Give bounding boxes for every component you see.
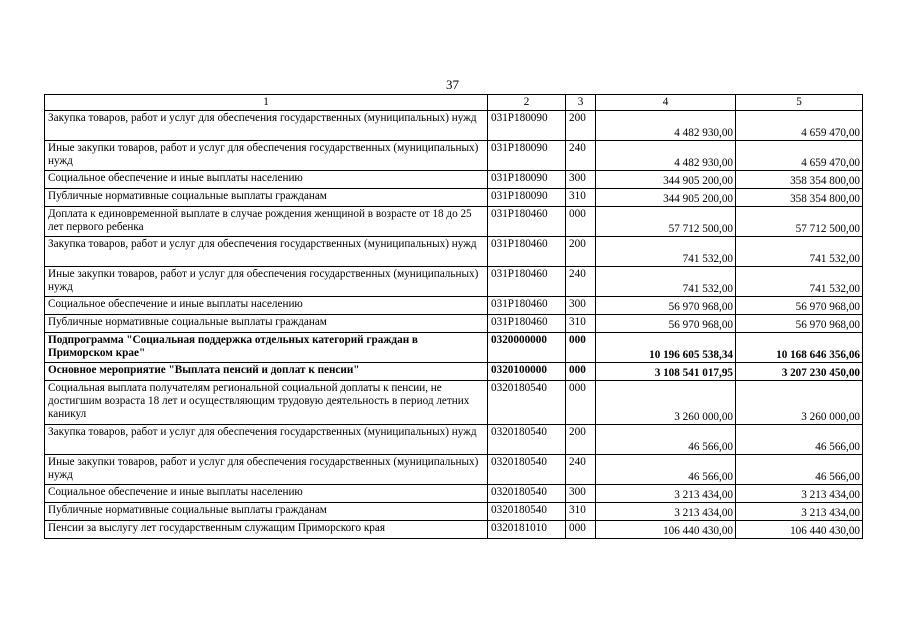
- row-code-cell: 0320180540: [488, 381, 566, 425]
- row-name-cell: Социальная выплата получателям региональной социальной доплаты к пенсии, не достигшим возраста 18 лет и осуществляющим трудовую деятельность в период летних каникул: [45, 381, 488, 425]
- row-amount-year2-cell: 741 532,00: [736, 267, 863, 297]
- row-code-cell: 0320181010: [488, 521, 566, 539]
- row-amount-year1-cell: 741 532,00: [596, 237, 736, 267]
- row-name-cell: Социальное обеспечение и иные выплаты населению: [45, 485, 488, 503]
- row-code-cell: 031P180090: [488, 171, 566, 189]
- row-amount-year1-cell: 4 482 930,00: [596, 141, 736, 171]
- row-type-cell: 310: [566, 315, 596, 333]
- budget-table: [44, 94, 863, 539]
- row-name-cell: Публичные нормативные социальные выплаты гражданам: [45, 189, 488, 207]
- row-name-cell: Основное мероприятие "Выплата пенсий и доплат к пенсии": [45, 363, 488, 381]
- row-amount-year2-cell: 57 712 500,00: [736, 207, 863, 237]
- table-row: [45, 189, 863, 207]
- row-type-cell: 000: [566, 521, 596, 539]
- row-name-cell: Закупка товаров, работ и услуг для обеспечения государственных (муниципальных) нужд: [45, 425, 488, 455]
- row-code-cell: 031P180460: [488, 207, 566, 237]
- table-row: [45, 315, 863, 333]
- table-row: [45, 237, 863, 267]
- table-row: [45, 141, 863, 171]
- row-amount-year1-cell: 3 260 000,00: [596, 381, 736, 425]
- row-name-cell: Пенсии за выслугу лет государственным служащим Приморского края: [45, 521, 488, 539]
- row-name-cell: Иные закупки товаров, работ и услуг для обеспечения государственных (муниципальных) нужд: [45, 267, 488, 297]
- table-row: [45, 333, 863, 363]
- table-row: [45, 267, 863, 297]
- row-type-cell: 200: [566, 111, 596, 141]
- row-amount-year2-cell: 106 440 430,00: [736, 521, 863, 539]
- table-row: [45, 455, 863, 485]
- row-amount-year1-cell: 10 196 605 538,34: [596, 333, 736, 363]
- row-type-cell: 000: [566, 333, 596, 363]
- table-row: [45, 425, 863, 455]
- column-header: 2: [488, 95, 566, 111]
- row-amount-year2-cell: 46 566,00: [736, 455, 863, 485]
- row-amount-year1-cell: 344 905 200,00: [596, 171, 736, 189]
- column-header: 5: [736, 95, 863, 111]
- row-name-cell: Иные закупки товаров, работ и услуг для обеспечения государственных (муниципальных) нужд: [45, 455, 488, 485]
- row-type-cell: 240: [566, 141, 596, 171]
- row-amount-year2-cell: 3 213 434,00: [736, 503, 863, 521]
- row-type-cell: 300: [566, 171, 596, 189]
- row-name-cell: Доплата к единовременной выплате в случае рождения женщиной в возрасте от 18 до 25 лет первого ребенка: [45, 207, 488, 237]
- row-type-cell: 310: [566, 503, 596, 521]
- row-code-cell: 031P180460: [488, 267, 566, 297]
- table-row: [45, 111, 863, 141]
- row-type-cell: 200: [566, 237, 596, 267]
- row-amount-year1-cell: 4 482 930,00: [596, 111, 736, 141]
- row-type-cell: 200: [566, 425, 596, 455]
- row-code-cell: 0320000000: [488, 333, 566, 363]
- row-code-cell: 031P180460: [488, 237, 566, 267]
- row-name-cell: Иные закупки товаров, работ и услуг для обеспечения государственных (муниципальных) нужд: [45, 141, 488, 171]
- row-name-cell: Публичные нормативные социальные выплаты гражданам: [45, 315, 488, 333]
- row-type-cell: 000: [566, 381, 596, 425]
- row-type-cell: 300: [566, 297, 596, 315]
- row-amount-year1-cell: 46 566,00: [596, 425, 736, 455]
- row-name-cell: Закупка товаров, работ и услуг для обеспечения государственных (муниципальных) нужд: [45, 237, 488, 267]
- row-amount-year2-cell: 46 566,00: [736, 425, 863, 455]
- row-name-cell: Социальное обеспечение и иные выплаты населению: [45, 171, 488, 189]
- row-amount-year2-cell: 3 207 230 450,00: [736, 363, 863, 381]
- row-code-cell: 0320100000: [488, 363, 566, 381]
- table-row: [45, 363, 863, 381]
- row-amount-year1-cell: 56 970 968,00: [596, 297, 736, 315]
- table-body: [45, 111, 863, 539]
- row-type-cell: 310: [566, 189, 596, 207]
- row-amount-year1-cell: 3 213 434,00: [596, 503, 736, 521]
- row-name-cell: Социальное обеспечение и иные выплаты населению: [45, 297, 488, 315]
- row-name-cell: Подпрограмма "Социальная поддержка отдельных категорий граждан в Приморском крае": [45, 333, 488, 363]
- table-row: [45, 381, 863, 425]
- table-row: [45, 207, 863, 237]
- row-amount-year1-cell: 56 970 968,00: [596, 315, 736, 333]
- row-amount-year1-cell: 3 213 434,00: [596, 485, 736, 503]
- row-code-cell: 031P180090: [488, 141, 566, 171]
- row-amount-year1-cell: 741 532,00: [596, 267, 736, 297]
- row-amount-year2-cell: 3 260 000,00: [736, 381, 863, 425]
- row-amount-year1-cell: 344 905 200,00: [596, 189, 736, 207]
- row-code-cell: 031P180090: [488, 189, 566, 207]
- row-amount-year2-cell: 56 970 968,00: [736, 297, 863, 315]
- row-type-cell: 000: [566, 207, 596, 237]
- table-row: [45, 171, 863, 189]
- row-type-cell: 000: [566, 363, 596, 381]
- row-code-cell: 0320180540: [488, 503, 566, 521]
- row-code-cell: 031P180460: [488, 315, 566, 333]
- column-header: 1: [45, 95, 488, 111]
- row-code-cell: 031P180460: [488, 297, 566, 315]
- row-amount-year2-cell: 56 970 968,00: [736, 315, 863, 333]
- row-type-cell: 300: [566, 485, 596, 503]
- row-code-cell: 0320180540: [488, 455, 566, 485]
- row-amount-year2-cell: 358 354 800,00: [736, 189, 863, 207]
- row-amount-year2-cell: 3 213 434,00: [736, 485, 863, 503]
- row-name-cell: Публичные нормативные социальные выплаты гражданам: [45, 503, 488, 521]
- row-amount-year1-cell: 46 566,00: [596, 455, 736, 485]
- row-type-cell: 240: [566, 267, 596, 297]
- table-row: [45, 521, 863, 539]
- row-amount-year2-cell: 4 659 470,00: [736, 111, 863, 141]
- table-row: [45, 503, 863, 521]
- table-row: [45, 297, 863, 315]
- table-header-row: [45, 95, 863, 111]
- table-row: [45, 485, 863, 503]
- column-header: 3: [566, 95, 596, 111]
- row-code-cell: 0320180540: [488, 425, 566, 455]
- column-header: 4: [596, 95, 736, 111]
- row-code-cell: 031P180090: [488, 111, 566, 141]
- row-name-cell: Закупка товаров, работ и услуг для обеспечения государственных (муниципальных) нужд: [45, 111, 488, 141]
- row-type-cell: 240: [566, 455, 596, 485]
- row-amount-year1-cell: 106 440 430,00: [596, 521, 736, 539]
- row-code-cell: 0320180540: [488, 485, 566, 503]
- row-amount-year2-cell: 10 168 646 356,06: [736, 333, 863, 363]
- row-amount-year1-cell: 57 712 500,00: [596, 207, 736, 237]
- row-amount-year2-cell: 4 659 470,00: [736, 141, 863, 171]
- row-amount-year2-cell: 741 532,00: [736, 237, 863, 267]
- row-amount-year2-cell: 358 354 800,00: [736, 171, 863, 189]
- page-number: 37: [446, 77, 459, 92]
- row-amount-year1-cell: 3 108 541 017,95: [596, 363, 736, 381]
